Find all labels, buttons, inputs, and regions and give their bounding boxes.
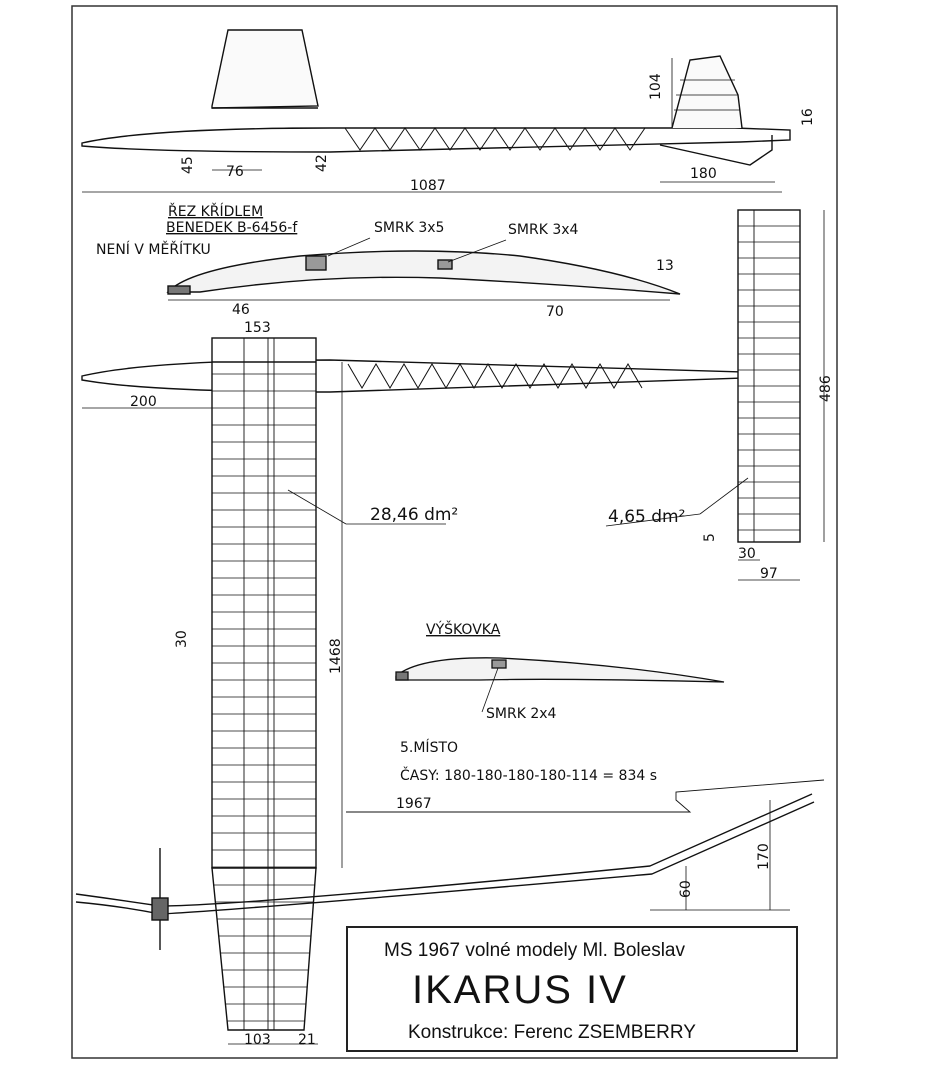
dim-wing-chord: 153: [244, 320, 271, 336]
section-airfoil: BENEDEK B-6456-f: [166, 220, 298, 236]
dim-dihedral-outer: 170: [756, 843, 772, 870]
title-block: [346, 926, 798, 1052]
section-spar2-label: SMRK 3x4: [508, 222, 579, 238]
stab-area-label: 4,65 dm²: [608, 507, 686, 527]
section-title: ŘEZ KŘÍDLEM: [168, 204, 264, 220]
dim-tip-chord: 103: [244, 1032, 271, 1048]
stab-airfoil: [396, 658, 724, 712]
dim-tail-offset: 16: [800, 108, 816, 126]
wing-airfoil: [168, 238, 680, 300]
dim-dihedral-inner: 60: [678, 880, 694, 898]
wing-area-label: 28,46 dm²: [370, 505, 459, 525]
dim-stab-spar: 30: [738, 546, 756, 562]
dim-half-span: 1468: [328, 638, 344, 674]
event-line: MS 1967 volné modely Ml. Boleslav: [384, 940, 685, 961]
dim-pylon-offset: 42: [314, 154, 330, 172]
dim-total-length: 1087: [410, 178, 446, 194]
model-name: IKARUS IV: [412, 968, 628, 1012]
dim-tip-offset: 21: [298, 1032, 316, 1048]
dim-spar2-pos: 70: [546, 304, 564, 320]
dim-tail-length: 180: [690, 166, 717, 182]
section-spar1-label: SMRK 3x5: [374, 220, 445, 236]
stab-spar-label: SMRK 2x4: [486, 706, 557, 722]
stab-section-title: VÝŠKOVKA: [426, 622, 501, 638]
designer-line: Konstrukce: Ferenc ZSEMBERRY: [408, 1022, 696, 1043]
dim-nose-height: 45: [180, 156, 196, 174]
result-times: ČASY: 180-180-180-180-114 = 834 s: [400, 768, 658, 784]
dim-stab-pitch: 5: [702, 533, 718, 542]
dim-le-width: 13: [656, 258, 674, 274]
section-scale-note: NENÍ V MĚŘÍTKU: [96, 242, 211, 258]
dim-spar-pos: 46: [232, 302, 250, 318]
result-year: 1967: [396, 796, 432, 812]
dim-fin-height: 104: [648, 73, 664, 100]
dim-stab-chord: 97: [760, 566, 778, 582]
dim-nose-length: 200: [130, 394, 157, 410]
dim-rib-spacing: 30: [174, 630, 190, 648]
result-place: 5.MÍSTO: [400, 740, 459, 756]
dim-stab-span: 486: [818, 375, 834, 402]
dim-pylon-width: 76: [226, 164, 244, 180]
